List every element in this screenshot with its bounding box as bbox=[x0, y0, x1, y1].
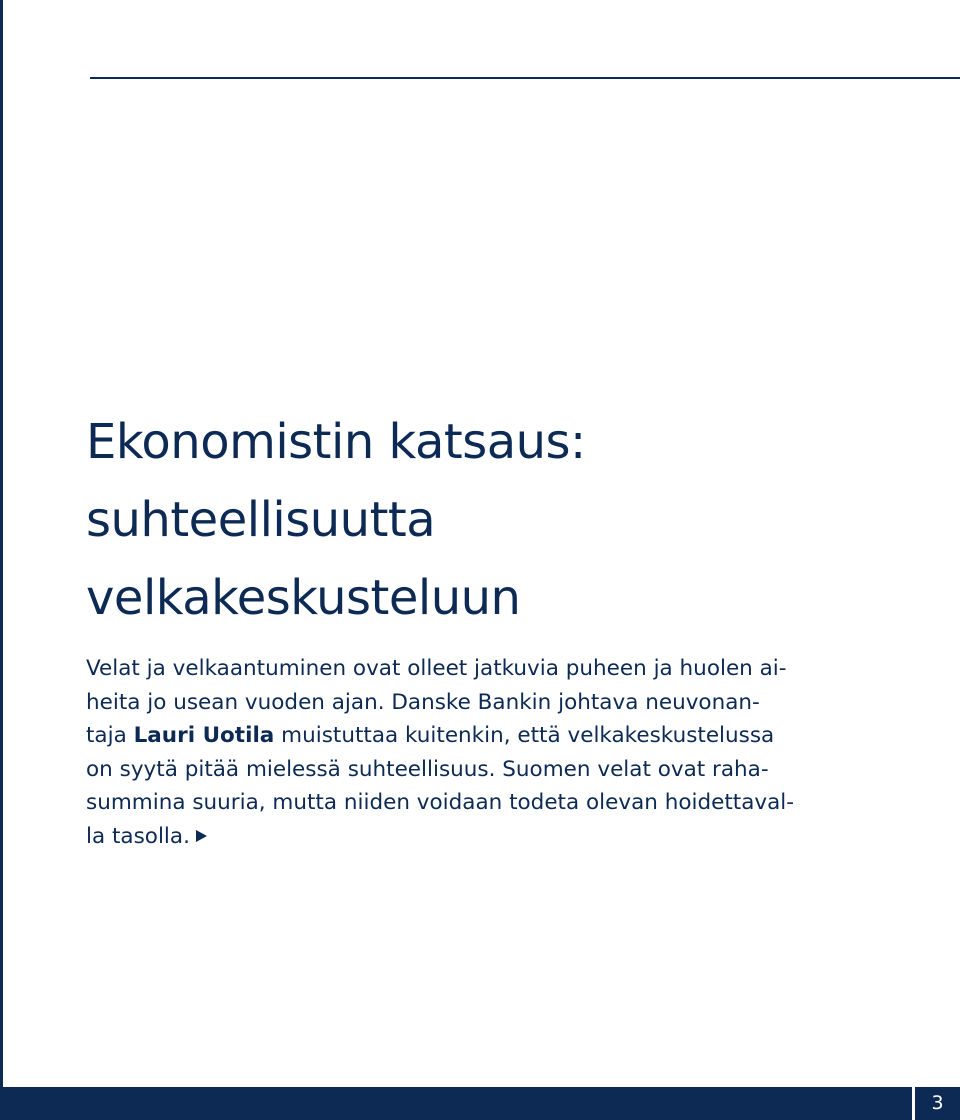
paragraph-line-3 bbox=[86, 719, 876, 753]
author-name: Lauri Uotila bbox=[133, 723, 275, 749]
paragraph-line-2: heita jo usean vuoden ajan. Danske Bankin johtava neuvonan- bbox=[86, 689, 760, 715]
title-line-2: suhteellisuutta bbox=[86, 492, 436, 548]
arrow-right-icon bbox=[196, 830, 207, 842]
page-number: 3 bbox=[912, 1087, 960, 1120]
article-lead-paragraph bbox=[86, 652, 876, 854]
left-edge-bar bbox=[0, 0, 3, 1120]
article-title bbox=[86, 403, 906, 637]
footer-bar bbox=[0, 1087, 960, 1120]
title-line-1: Ekonomistin katsaus: bbox=[86, 414, 586, 470]
paragraph-line-6 bbox=[86, 820, 876, 854]
paragraph-line-6-text: la tasolla. bbox=[86, 823, 190, 849]
paragraph-line-3-end: muistuttaa kuitenkin, että velkakeskustelussa bbox=[274, 723, 775, 749]
title-line-3: velkakeskusteluun bbox=[86, 570, 521, 626]
paragraph-line-5: summina suuria, mutta niiden voidaan todeta olevan hoidettaval- bbox=[86, 790, 794, 816]
paragraph-line-3-start: taja bbox=[86, 723, 134, 749]
paragraph-line-4: on syytä pitää mielessä suhteellisuus. Suomen velat ovat raha- bbox=[86, 756, 769, 782]
paragraph-line-1: Velat ja velkaantuminen ovat olleet jatkuvia puheen ja huolen ai- bbox=[86, 656, 787, 681]
header-rule bbox=[90, 77, 960, 79]
